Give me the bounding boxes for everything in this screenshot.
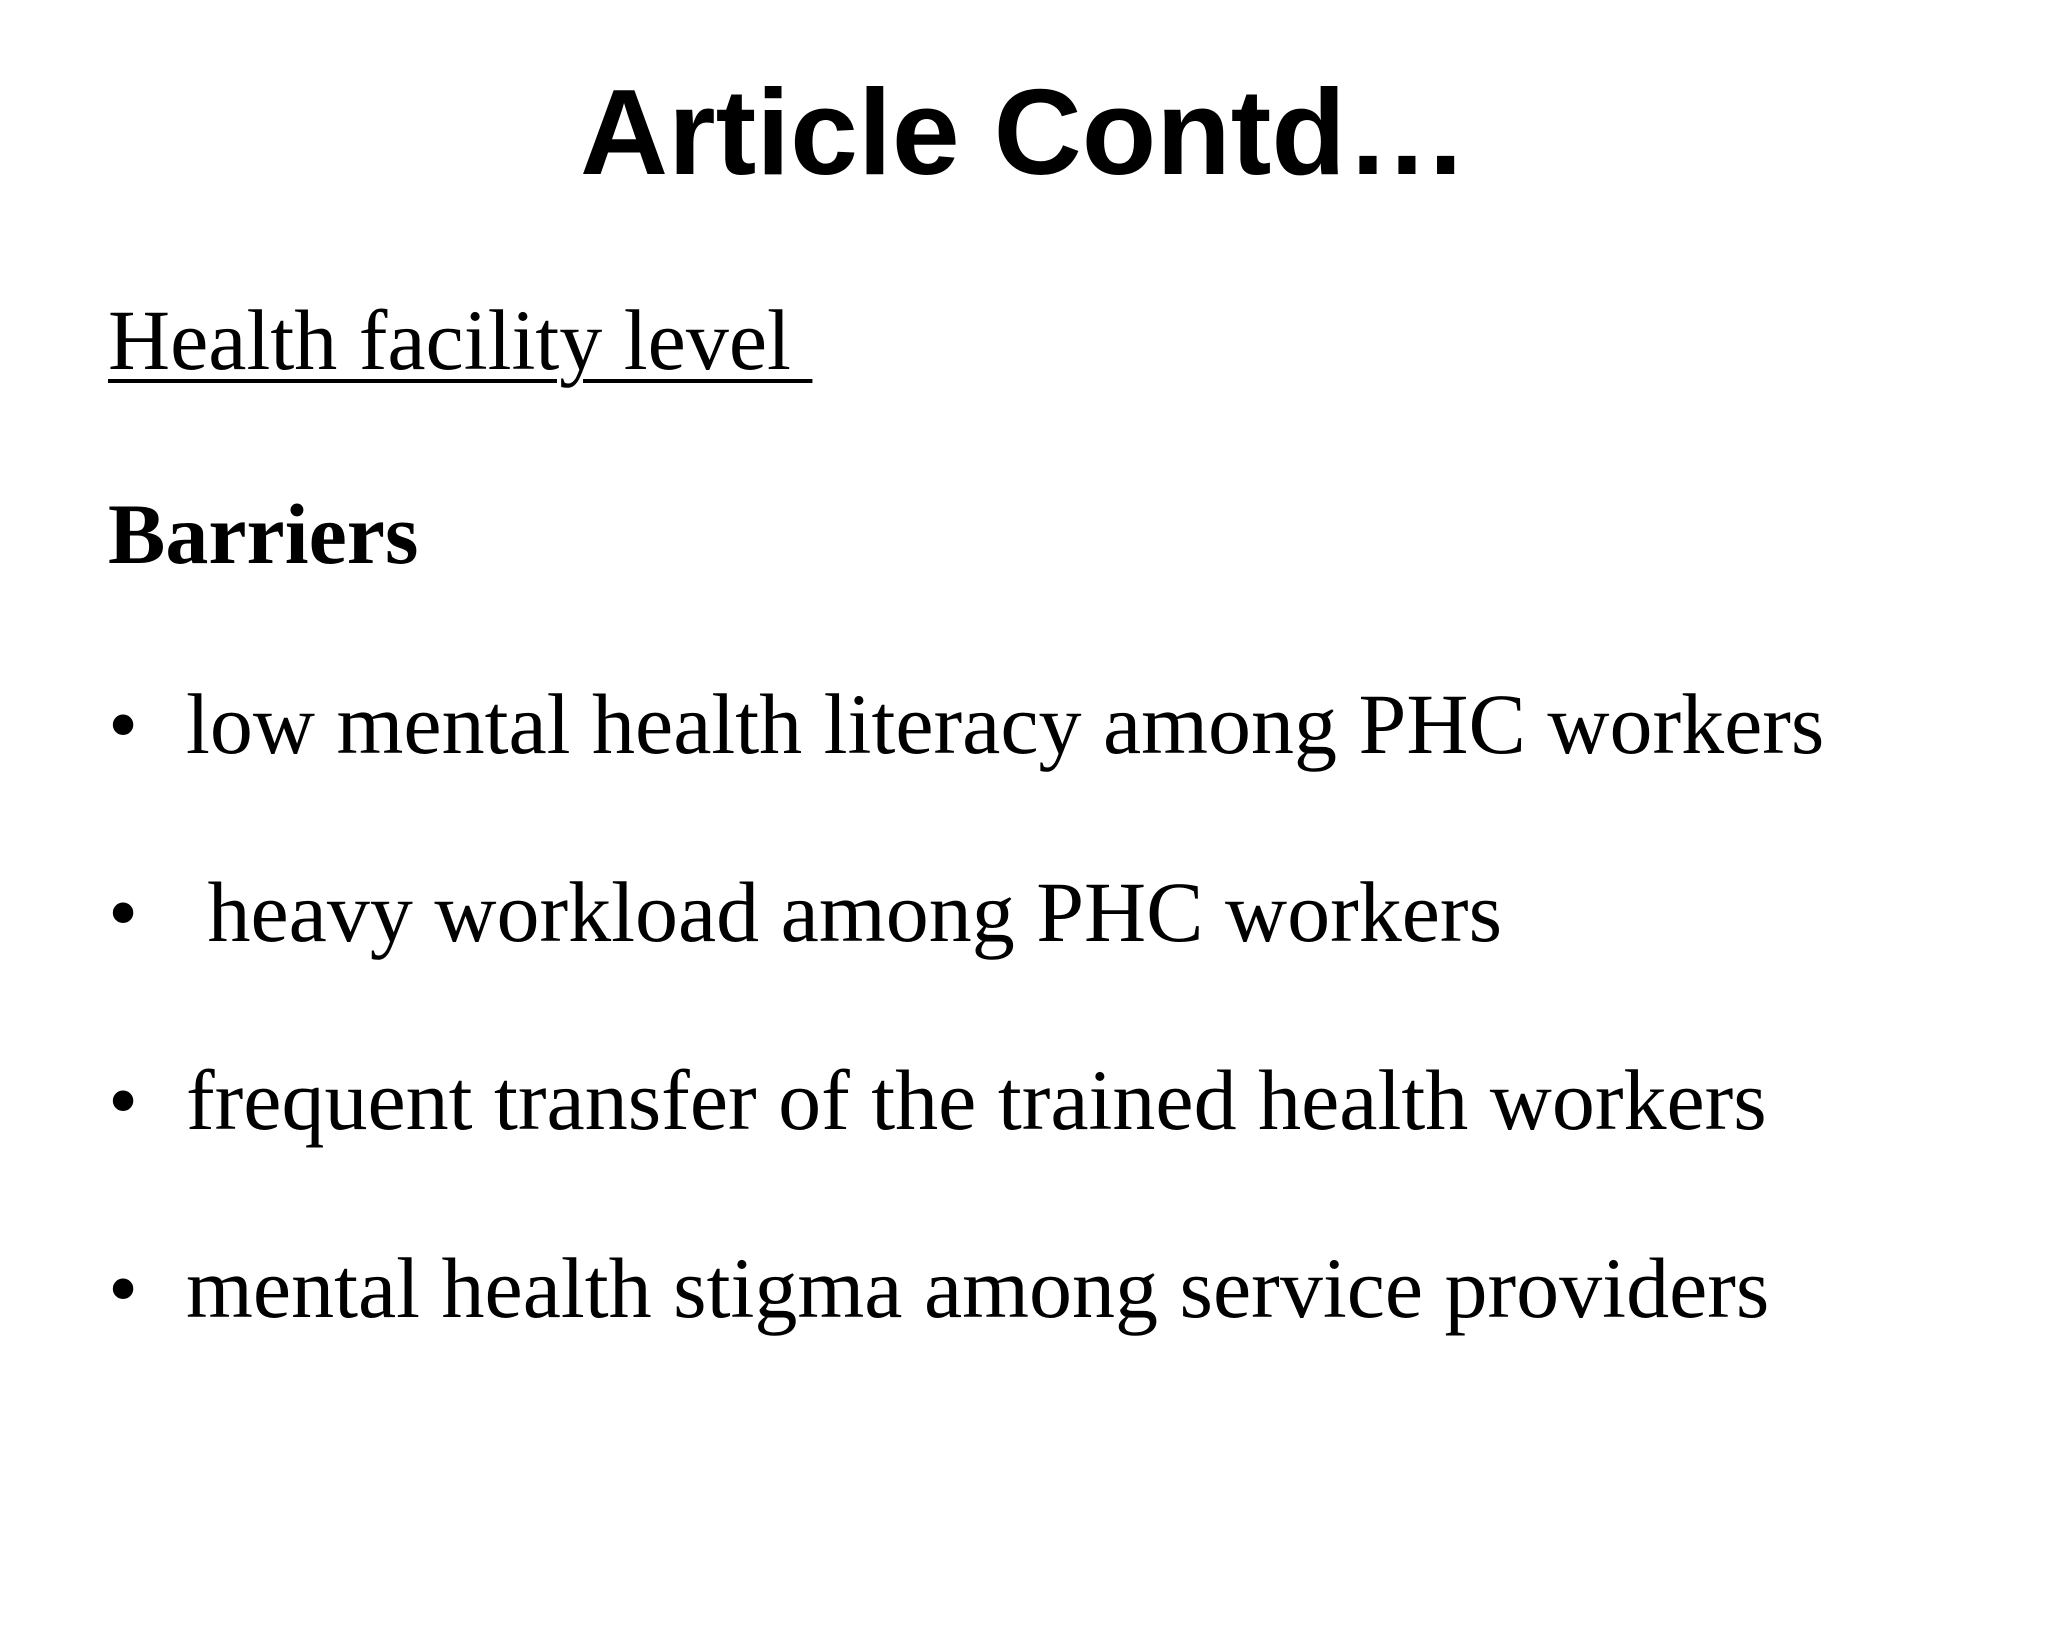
bullet-icon: •: [108, 1240, 139, 1336]
list-item: [108, 1048, 1767, 1236]
barriers-heading: Barriers: [108, 486, 419, 582]
bullet-icon: •: [108, 676, 139, 772]
bullet-icon: •: [108, 864, 139, 960]
section-subtitle: Health facility level: [108, 292, 813, 388]
list-item-text: heavy workload among PHC workers: [186, 864, 1503, 960]
list-item: [108, 860, 1503, 1048]
list-item-text: mental health stigma among service providers: [186, 1240, 1770, 1336]
list-item: [108, 1236, 1770, 1424]
slide-title: Article Contd…: [580, 64, 1468, 200]
barriers-list: [108, 672, 1825, 1424]
bullet-icon: •: [108, 1052, 139, 1148]
list-item: [108, 672, 1825, 860]
list-item-text: frequent transfer of the trained health workers: [186, 1052, 1767, 1148]
list-item-text: low mental health literacy among PHC workers: [186, 676, 1825, 772]
